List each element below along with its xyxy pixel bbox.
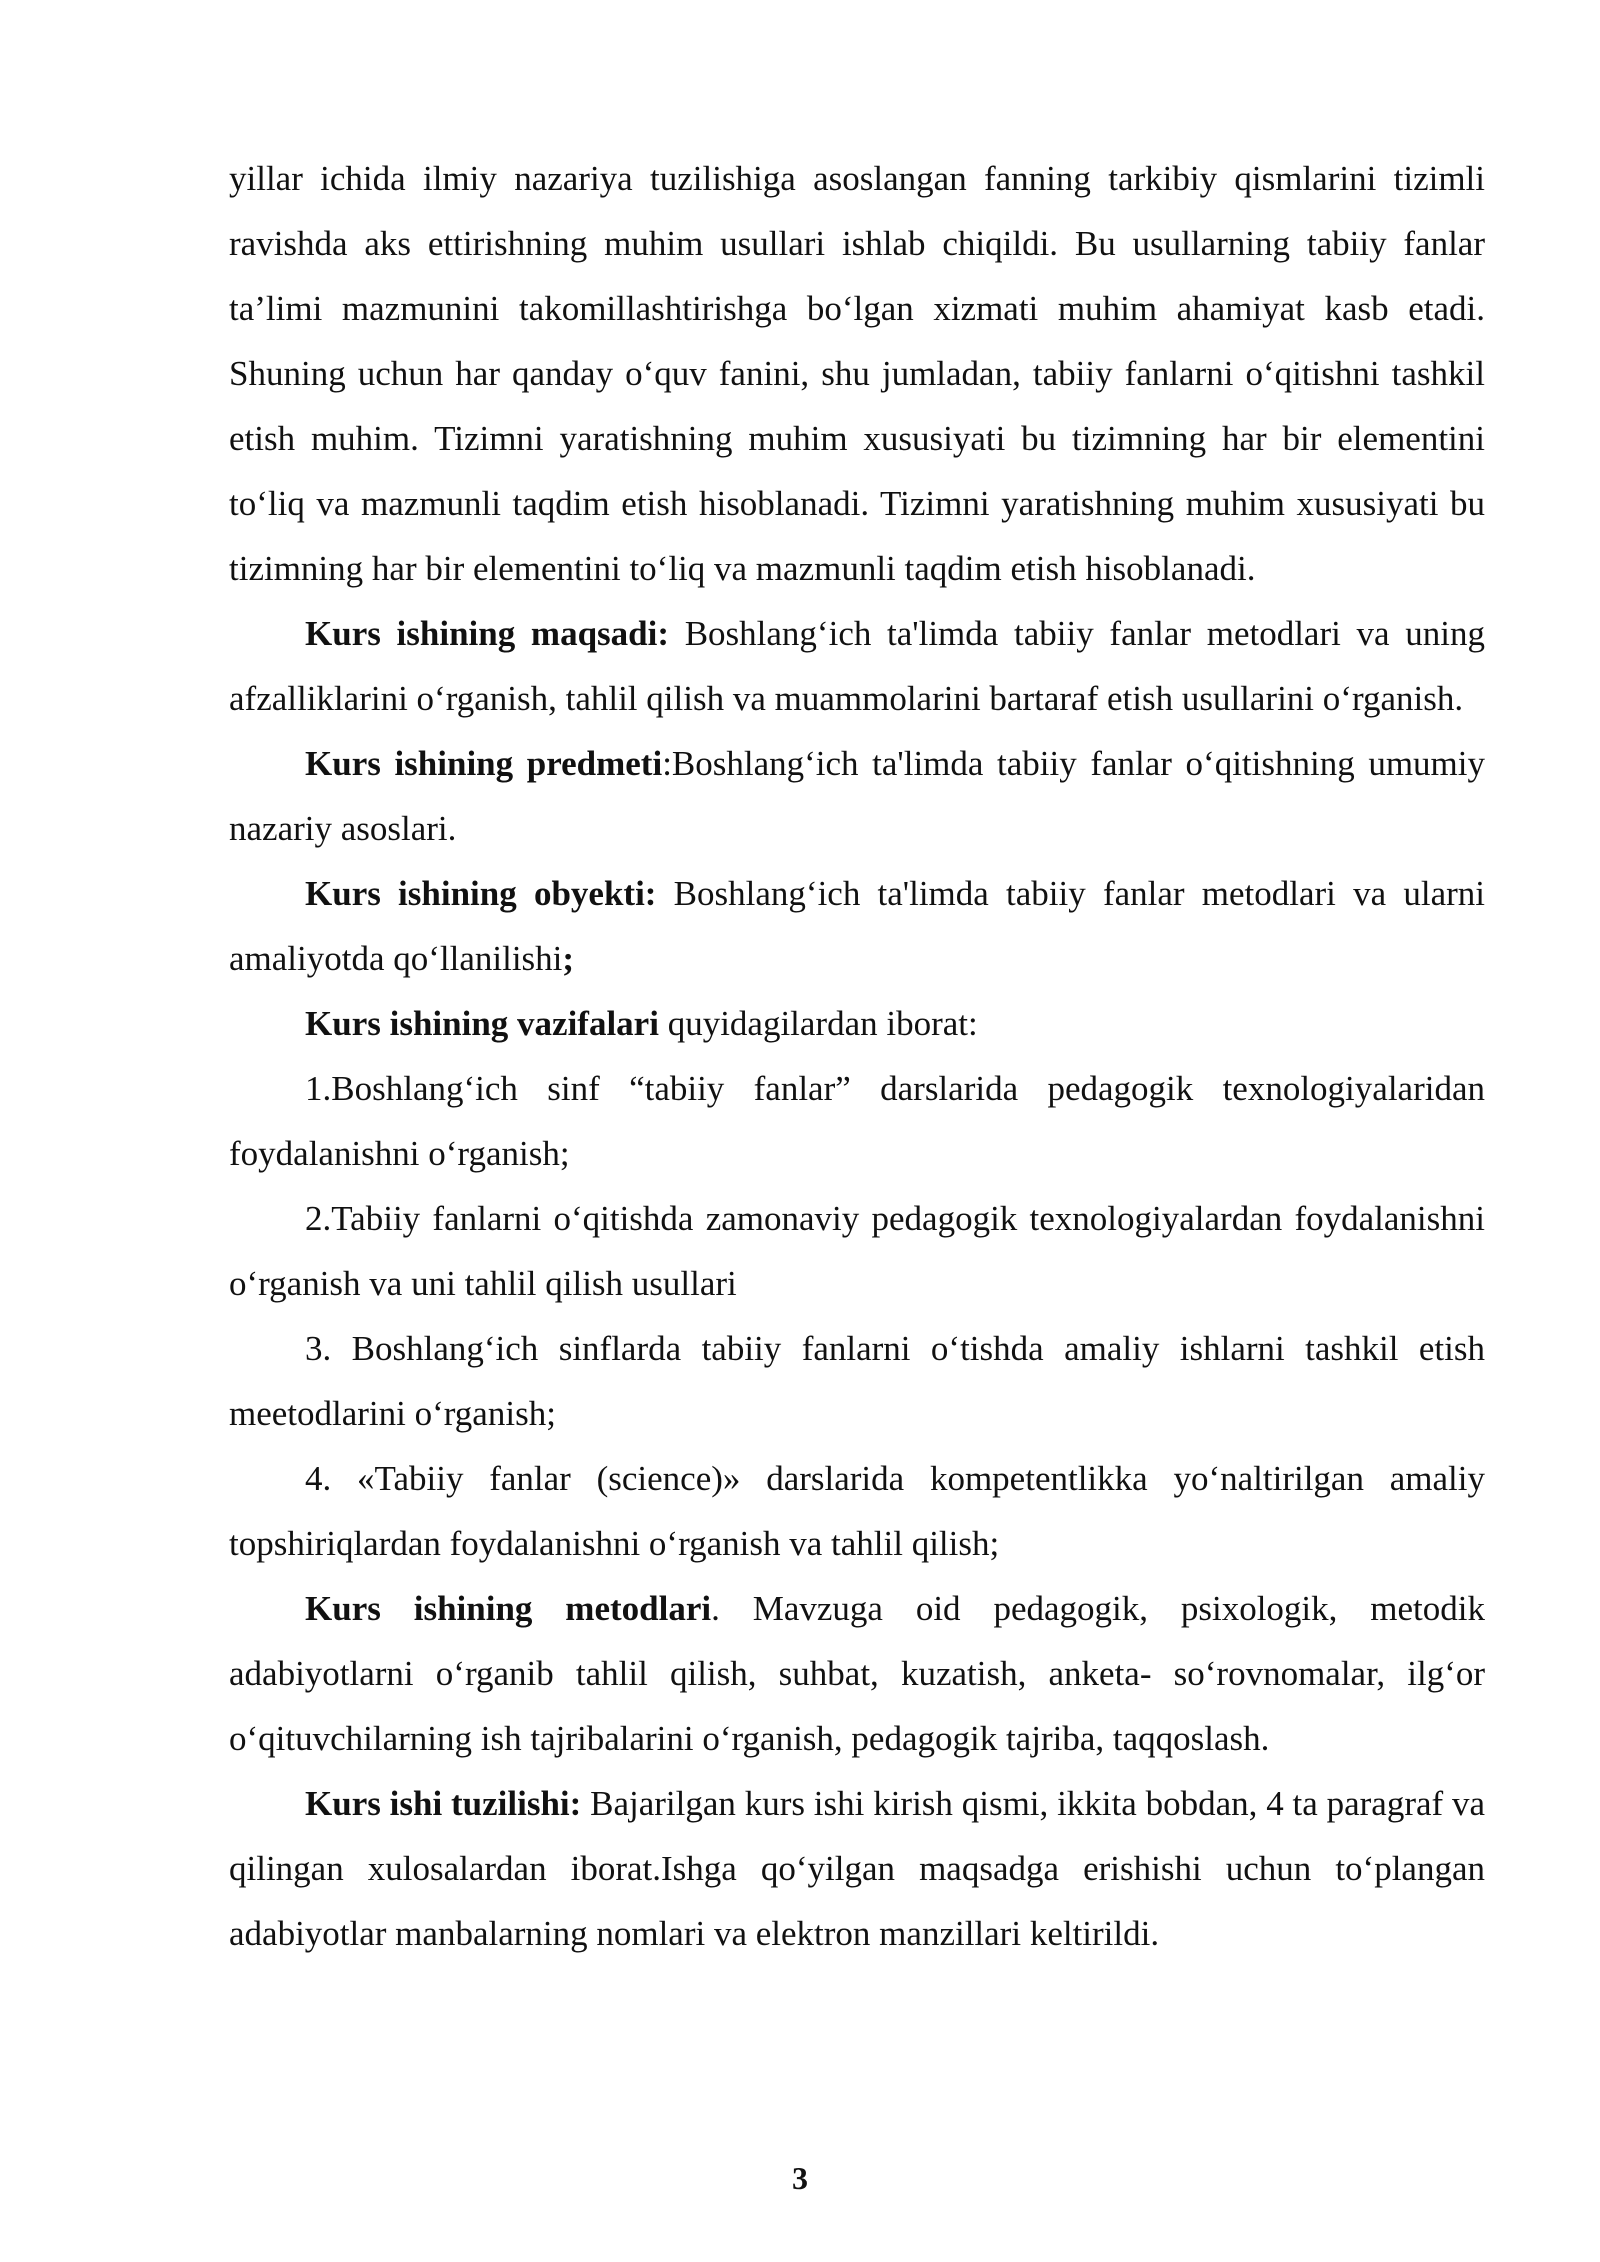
subject-text: :Boshlang‘ich ta'limda tabiiy fanlar o‘qitishning umumiy nazariy asoslari. [229, 744, 1485, 848]
object-text: Boshlang‘ich ta'limda tabiiy fanlar metodlari va ularni amaliyotda qo‘llanilishi [229, 874, 1485, 978]
page-number: 3 [792, 2160, 808, 2196]
intro-paragraph: yillar ichida ilmiy nazariya tuzilishiga asoslangan fanning tarkibiy qismlarini tizimli ravishda aks ettirishning muhim usullari ishlab chiqildi. Bu usullarning tabiiy fanlar ta’limi mazmunini takomillashtirishga bo‘lgan xizmati muhim ahamiyat kasb etadi. Shuning uchun har qanday o‘quv fanini, shu jumladan, tabiiy fanlarni o‘qitishni tashkil etish muhim. Tizimni yaratishning muhim xususiyati bu tizimning har bir elementini to‘liq va mazmunli taqdim etish hisoblanadi. Tizimni yaratishning muhim xususiyati bu tizimning har bir elementini to‘liq va mazmunli taqdim etish hisoblanadi. [229, 159, 1485, 588]
subject-paragraph [229, 731, 1485, 861]
subject-label: Kurs ishining predmeti [305, 744, 663, 783]
task-item-1: 1.Boshlang‘ich sinf “tabiiy fanlar” darslarida pedagogik texnologiyalaridan foydalanishni o‘rganish; [229, 1069, 1485, 1173]
tasks-label: Kurs ishining vazifalari [305, 1004, 659, 1043]
tasks-text: quyidagilardan iborat: [658, 1004, 978, 1043]
structure-label: Kurs ishi tuzilishi: [305, 1784, 582, 1823]
methods-paragraph [229, 1576, 1485, 1771]
task-item-2: 2.Tabiiy fanlarni o‘qitishda zamonaviy pedagogik texnologiyalardan foydalanishni o‘rganish va uni tahlil qilish usullari [229, 1199, 1485, 1303]
object-label: Kurs ishining obyekti: [305, 874, 657, 913]
object-paragraph [229, 861, 1485, 991]
object-end-mark: ; [562, 939, 575, 978]
document-body [229, 146, 1485, 1966]
structure-paragraph [229, 1771, 1485, 1966]
methods-label: Kurs ishining metodlari [305, 1589, 712, 1628]
methods-text: . Mavzuga oid pedagogik, psixologik, metodik adabiyotlarni o‘rganib tahlil qilish, suhbat, kuzatish, anketa- so‘rovnomalar, ilg‘or o‘qituvchilarning ish tajribalarini o‘rganish, pedagogik tajriba, taqqoslash. [229, 1589, 1485, 1758]
goal-text: Boshlang‘ich ta'limda tabiiy fanlar metodlari va uning afzalliklarini o‘rganish, tahlil qilish va muammolarini bartaraf etish usullarini o‘rganish. [229, 614, 1485, 718]
structure-text: Bajarilgan kurs ishi kirish qismi, ikkita bobdan, 4 ta paragraf va qilingan xulosalardan iborat.Ishga qo‘yilgan maqsadga erishishi uchun to‘plangan adabiyotlar manbalarning nomlari va elektron manzillari keltirildi. [229, 1784, 1486, 1953]
goal-paragraph [229, 601, 1485, 731]
tasks-paragraph [229, 991, 1485, 1056]
task-item-3: 3. Boshlang‘ich sinflarda tabiiy fanlarni o‘tishda amaliy ishlarni tashkil etish meetodlarini o‘rganish; [229, 1329, 1485, 1433]
goal-label: Kurs ishining maqsadi: [305, 614, 670, 653]
task-item-4: 4. «Tabiiy fanlar (science)» darslarida kompetentlikka yo‘naltirilgan amaliy topshiriqlardan foydalanishni o‘rganish va tahlil qilish; [229, 1459, 1485, 1563]
